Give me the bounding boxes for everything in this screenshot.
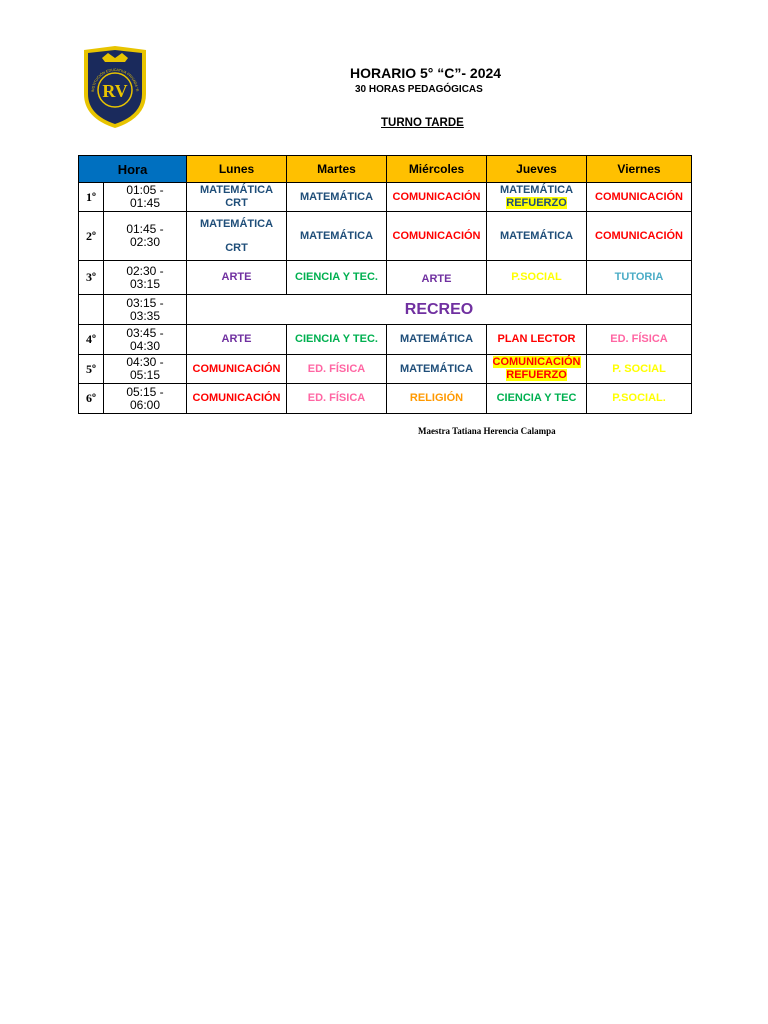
table-row [79,384,692,414]
class-cell: MATEMÁTICA [287,183,387,212]
table-row [79,183,692,212]
page-subtitle: 30 HORAS PEDAGÓGICAS [355,84,483,95]
teacher-signature: Maestra Tatiana Herencia Calampa [418,426,556,436]
crest-monogram: RV [102,81,128,101]
day-header-jueves: Jueves [487,156,587,183]
class-cell: COMUNICACIÓN [387,212,487,261]
class-cell: ED. FÍSICA [587,325,692,355]
crest-institution-text: INSTITUCIÓN EDUCATIVA PRIVADA “R [90,67,140,93]
class-cell: ED. FÍSICA [287,384,387,414]
schedule-header-row [79,156,692,183]
period-number: 3º [79,261,104,295]
class-cell: RELIGIÓN [387,384,487,414]
hora-header: Hora [79,156,187,183]
class-cell: MATEMÁTICA [487,212,587,261]
class-cell: ARTE [387,261,487,295]
period-time: 04:30 - 05:15 [104,355,187,384]
period-time: 01:05 - 01:45 [104,183,187,212]
class-cell: ARTE [187,325,287,355]
class-cell: MATEMÁTICA CRT [187,212,287,261]
class-cell: CIENCIA Y TEC. [287,261,387,295]
class-cell: COMUNICACIÓN [187,384,287,414]
class-cell: MATEMÁTICA [387,325,487,355]
class-cell: COMUNICACIÓN [587,183,692,212]
period-time: 03:45 - 04:30 [104,325,187,355]
period-time: 02:30 - 03:15 [104,261,187,295]
class-cell: ARTE [187,261,287,295]
day-header-martes: Martes [287,156,387,183]
class-cell: PLAN LECTOR [487,325,587,355]
table-row [79,261,692,295]
class-cell: COMUNICACIÓN [387,183,487,212]
class-cell: COMUNICACIÓN REFUERZO [487,355,587,384]
table-row [79,355,692,384]
period-number [79,295,104,325]
class-cell: P.SOCIAL [487,261,587,295]
period-time: 05:15 - 06:00 [104,384,187,414]
class-cell: MATEMÁTICA REFUERZO [487,183,587,212]
class-cell: COMUNICACIÓN [587,212,692,261]
recreo-label: RECREO [187,295,692,325]
period-number: 1º [79,183,104,212]
period-number: 5º [79,355,104,384]
class-cell: TUTORIA [587,261,692,295]
class-cell: CIENCIA Y TEC. [287,325,387,355]
page-title: HORARIO 5° “C”- 2024 [350,65,502,81]
table-row-recreo [79,295,692,325]
period-number: 4º [79,325,104,355]
day-header-miercoles: Miércoles [387,156,487,183]
class-cell: MATEMÁTICA CRT [187,183,287,212]
class-cell: P.SOCIAL. [587,384,692,414]
schedule-table [78,155,692,414]
class-cell: MATEMÁTICA [287,212,387,261]
class-cell: ED. FÍSICA [287,355,387,384]
shift-label: TURNO TARDE [381,117,464,129]
period-time: 03:15 - 03:35 [104,295,187,325]
class-cell: MATEMÁTICA [387,355,487,384]
table-row [79,212,692,261]
class-cell: CIENCIA Y TEC [487,384,587,414]
class-cell: P. SOCIAL [587,355,692,384]
table-row [79,325,692,355]
period-number: 2º [79,212,104,261]
day-header-lunes: Lunes [187,156,287,183]
period-time: 01:45 - 02:30 [104,212,187,261]
period-number: 6º [79,384,104,414]
school-crest-logo [78,44,152,130]
day-header-viernes: Viernes [587,156,692,183]
class-cell: COMUNICACIÓN [187,355,287,384]
